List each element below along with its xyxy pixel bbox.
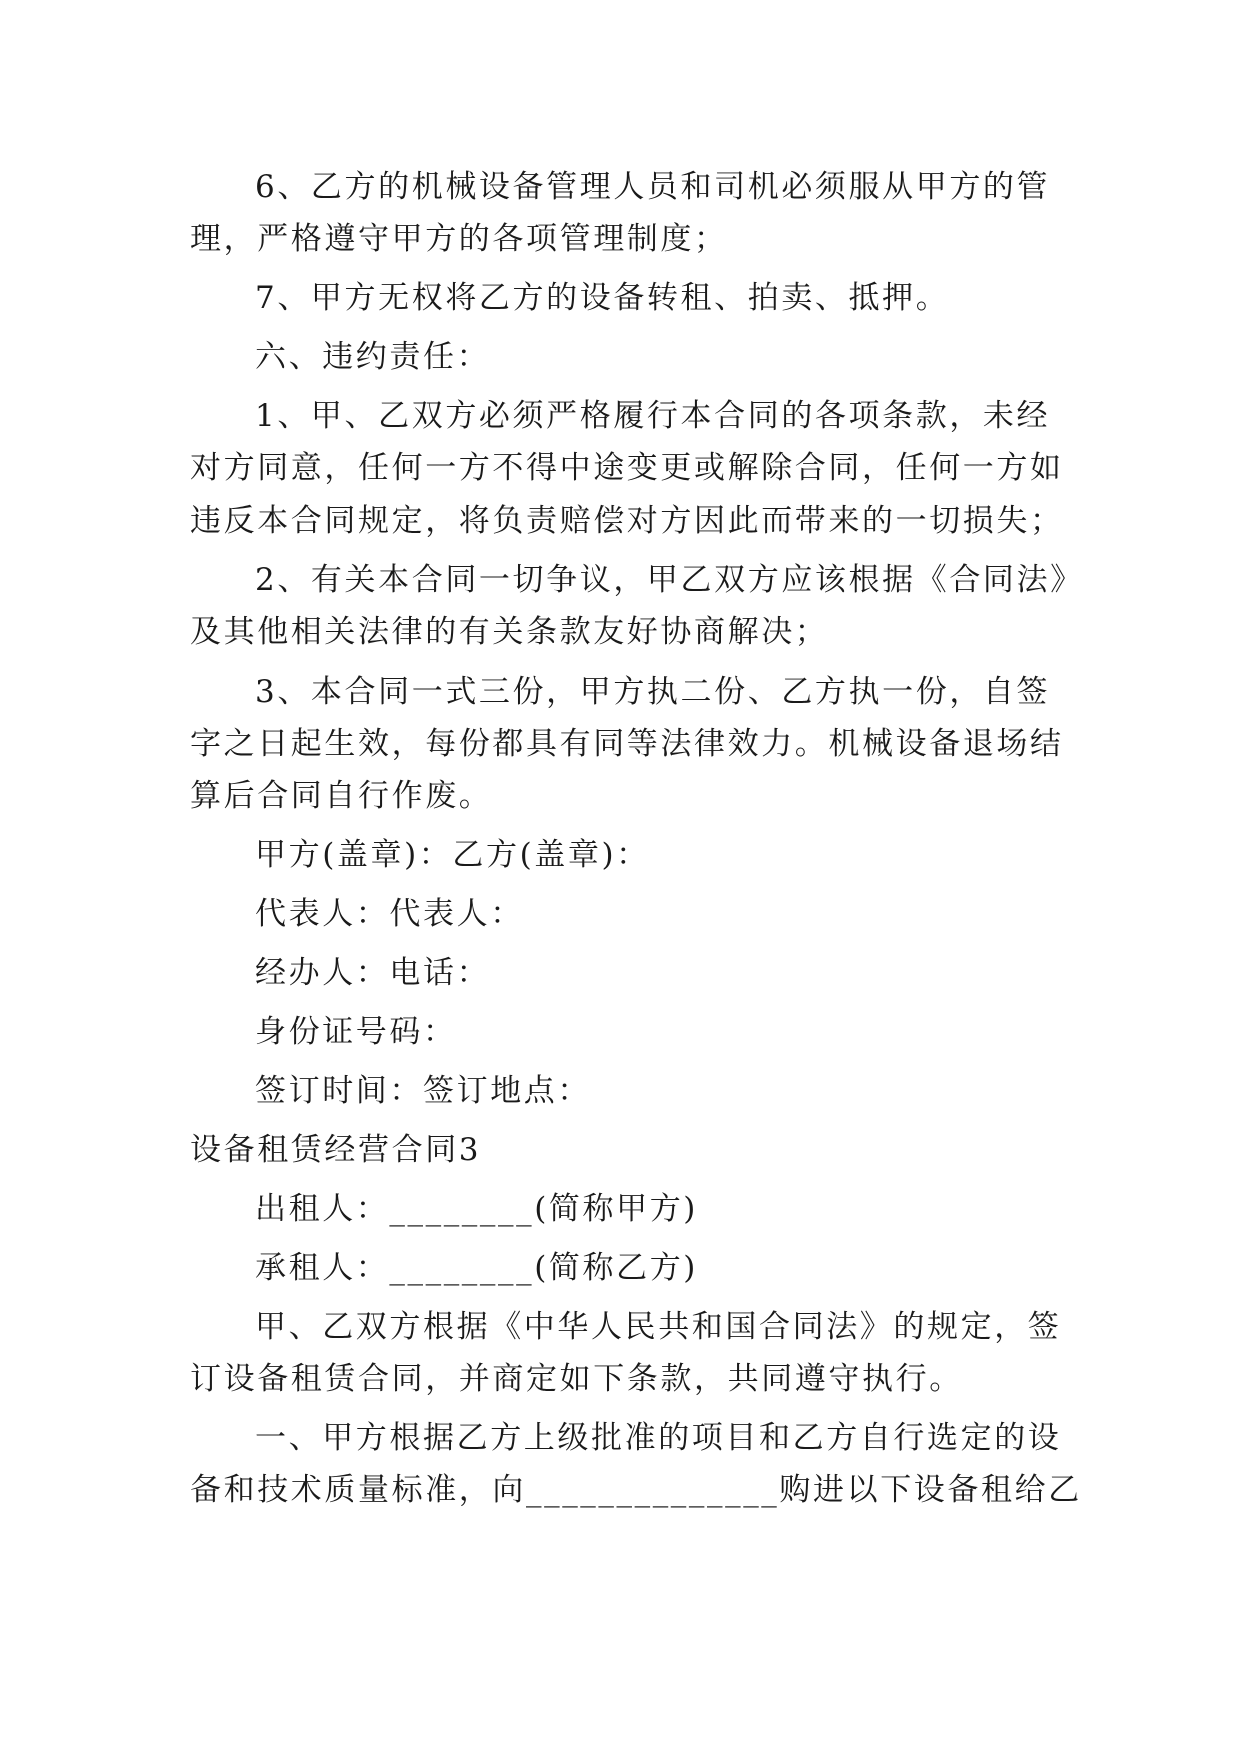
document-title: 设备租赁经营合同3 xyxy=(190,1132,482,1168)
signature-line: 代表人：代表人： xyxy=(255,896,524,932)
paragraph-line: 6、乙方的机械设备管理人员和司机必须服从甲方的管 xyxy=(255,169,1051,205)
paragraph-line: 备和技术质量标准，向______________购进以下设备租给乙 xyxy=(190,1472,1082,1508)
paragraph-line: 1、甲、乙双方必须严格履行本合同的各项条款，未经 xyxy=(255,398,1051,434)
paragraph-line: 2、有关本合同一切争议，甲乙双方应该根据《合同法》 xyxy=(255,562,1084,598)
party-line: 出租人：________(简称甲方) xyxy=(255,1191,698,1227)
paragraph-line: 违反本合同规定，将负责赔偿对方因此而带来的一切损失； xyxy=(190,503,1064,539)
signature-line: 经办人：电话： xyxy=(255,955,491,991)
paragraph-line: 一、甲方根据乙方上级批准的项目和乙方自行选定的设 xyxy=(255,1420,1062,1456)
signature-line: 身份证号码： xyxy=(255,1014,457,1050)
paragraph-line: 及其他相关法律的有关条款友好协商解决； xyxy=(190,614,829,650)
paragraph-line: 订设备租赁合同，并商定如下条款，共同遵守执行。 xyxy=(190,1361,963,1397)
paragraph-line: 7、甲方无权将乙方的设备转租、拍卖、抵押。 xyxy=(255,280,950,316)
signature-line: 甲方(盖章)：乙方(盖章)： xyxy=(255,837,650,873)
paragraph-line: 对方同意，任何一方不得中途变更或解除合同，任何一方如 xyxy=(190,450,1064,486)
paragraph-line: 甲、乙双方根据《中华人民共和国合同法》的规定，签 xyxy=(255,1309,1062,1345)
paragraph-line: 理，严格遵守甲方的各项管理制度； xyxy=(190,221,728,257)
signature-line: 签订时间：签订地点： xyxy=(255,1073,591,1109)
party-line: 承租人：________(简称乙方) xyxy=(255,1250,698,1286)
section-heading: 六、违约责任： xyxy=(255,339,491,375)
paragraph-line: 字之日起生效，每份都具有同等法律效力。机械设备退场结 xyxy=(190,726,1064,762)
paragraph-line: 3、本合同一式三份，甲方执二份、乙方执一份，自签 xyxy=(255,674,1051,710)
paragraph-line: 算后合同自行作废。 xyxy=(190,778,493,814)
